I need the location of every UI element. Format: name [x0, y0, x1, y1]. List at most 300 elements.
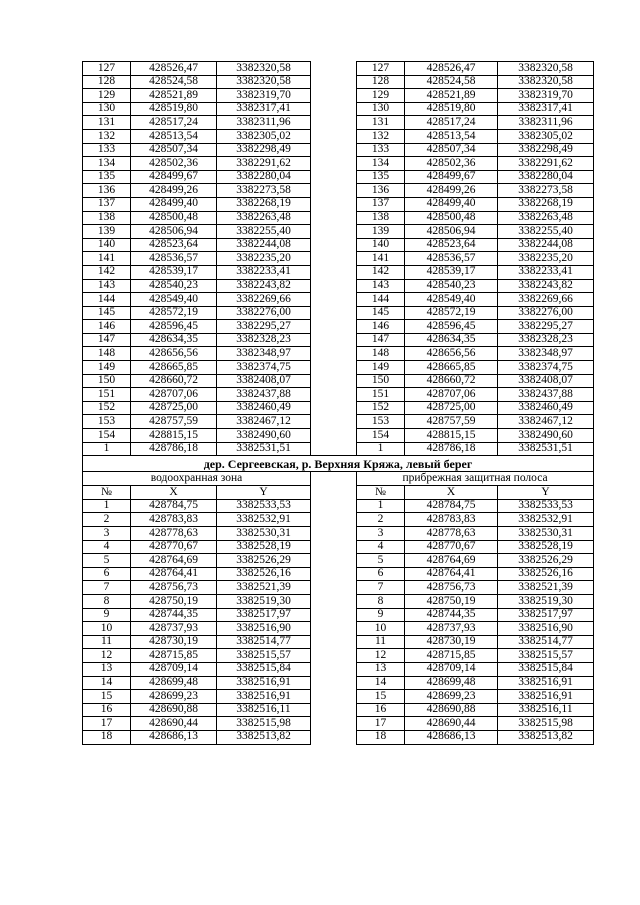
left-point-number: 141: [83, 252, 131, 266]
right-point-number: 132: [357, 129, 405, 143]
left-x-coordinate: 428540,23: [131, 279, 217, 293]
right-x-coordinate: 428502,36: [405, 157, 498, 171]
left-x-coordinate: 428699,48: [131, 676, 217, 690]
right-point-number: 142: [357, 265, 405, 279]
gap-cell: [311, 75, 357, 89]
right-y-coordinate: 3382280,04: [498, 170, 594, 184]
left-point-number: 142: [83, 265, 131, 279]
left-x-coordinate: 428519,80: [131, 102, 217, 116]
left-point-number: 140: [83, 238, 131, 252]
left-y-coordinate: 3382233,41: [217, 265, 311, 279]
gap-cell: [311, 129, 357, 143]
gap-cell: [311, 265, 357, 279]
left-x-coordinate: 428764,69: [131, 554, 217, 568]
left-point-number: 136: [83, 184, 131, 198]
right-point-number: 144: [357, 293, 405, 307]
left-x-coordinate: 428764,41: [131, 567, 217, 581]
gap-cell: [311, 306, 357, 320]
table-row: [83, 622, 594, 636]
right-y-coordinate: 3382273,58: [498, 184, 594, 198]
table-row: [83, 554, 594, 568]
table-row: [83, 676, 594, 690]
left-point-number: 132: [83, 129, 131, 143]
section-header: [83, 456, 594, 500]
table-row: [83, 581, 594, 595]
block2-rows: [83, 499, 594, 744]
gap-cell: [311, 499, 357, 513]
right-point-number: 146: [357, 320, 405, 334]
left-x-coordinate: 428506,94: [131, 225, 217, 239]
right-y-coordinate: 3382298,49: [498, 143, 594, 157]
gap-cell: [311, 252, 357, 266]
left-x-coordinate: 428517,24: [131, 116, 217, 130]
right-y-coordinate: 3382516,11: [498, 703, 594, 717]
table-row: [83, 649, 594, 663]
left-point-number: 17: [83, 717, 131, 731]
left-point-number: 144: [83, 293, 131, 307]
right-y-coordinate: 3382516,90: [498, 622, 594, 636]
right-point-number: 134: [357, 157, 405, 171]
left-x-coordinate: 428549,40: [131, 293, 217, 307]
right-point-number: 10: [357, 622, 405, 636]
right-y-coordinate: 3382513,82: [498, 730, 594, 744]
gap-cell: [311, 527, 357, 541]
left-y-coordinate: 3382516,90: [217, 622, 311, 636]
right-y-coordinate: 3382317,41: [498, 102, 594, 116]
right-y-coordinate: 3382514,77: [498, 635, 594, 649]
left-point-number: 154: [83, 429, 131, 443]
left-x-coordinate: 428783,83: [131, 513, 217, 527]
gap-cell: [311, 608, 357, 622]
left-y-coordinate: 3382255,40: [217, 225, 311, 239]
left-point-number: 4: [83, 540, 131, 554]
right-x-coordinate: 428524,58: [405, 75, 498, 89]
right-x-coordinate: 428725,00: [405, 401, 498, 415]
table-row: [83, 75, 594, 89]
right-point-number: 130: [357, 102, 405, 116]
left-x-coordinate: 428499,26: [131, 184, 217, 198]
right-point-number: 8: [357, 594, 405, 608]
left-y-coordinate: 3382305,02: [217, 129, 311, 143]
right-point-number: 16: [357, 703, 405, 717]
right-x-coordinate: 428730,19: [405, 635, 498, 649]
right-y-coordinate: 3382519,30: [498, 594, 594, 608]
right-y-coordinate: 3382320,58: [498, 62, 594, 76]
left-subtitle: водоохранная зона: [83, 472, 311, 486]
right-point-number: 2: [357, 513, 405, 527]
gap-cell: [311, 197, 357, 211]
table-row: [83, 540, 594, 554]
gap-cell: [311, 102, 357, 116]
table-row: [83, 211, 594, 225]
right-point-number: 13: [357, 662, 405, 676]
col-header-num: №: [357, 485, 405, 499]
gap-cell: [311, 676, 357, 690]
left-y-coordinate: 3382517,97: [217, 608, 311, 622]
table-row: [83, 527, 594, 541]
left-point-number: 8: [83, 594, 131, 608]
left-point-number: 3: [83, 527, 131, 541]
left-x-coordinate: 428784,75: [131, 499, 217, 513]
table-row: [83, 594, 594, 608]
right-x-coordinate: 428656,56: [405, 347, 498, 361]
left-x-coordinate: 428778,63: [131, 527, 217, 541]
right-point-number: 7: [357, 581, 405, 595]
right-point-number: 145: [357, 306, 405, 320]
left-x-coordinate: 428596,45: [131, 320, 217, 334]
table-row: [83, 374, 594, 388]
left-point-number: 151: [83, 388, 131, 402]
table-row: [83, 347, 594, 361]
left-x-coordinate: 428539,17: [131, 265, 217, 279]
left-y-coordinate: 3382515,98: [217, 717, 311, 731]
gap-cell: [311, 540, 357, 554]
gap-cell: [311, 401, 357, 415]
left-point-number: 11: [83, 635, 131, 649]
right-x-coordinate: 428539,17: [405, 265, 498, 279]
gap-cell: [311, 347, 357, 361]
gap-cell: [311, 293, 357, 307]
right-point-number: 149: [357, 361, 405, 375]
left-y-coordinate: 3382291,62: [217, 157, 311, 171]
left-point-number: 149: [83, 361, 131, 375]
table-row: [83, 429, 594, 443]
right-point-number: 152: [357, 401, 405, 415]
gap-cell: [311, 442, 357, 456]
gap-cell: [311, 361, 357, 375]
col-header-x: X: [405, 485, 498, 499]
gap-cell: [311, 703, 357, 717]
right-x-coordinate: 428634,35: [405, 333, 498, 347]
right-x-coordinate: 428596,45: [405, 320, 498, 334]
left-y-coordinate: 3382516,91: [217, 676, 311, 690]
left-y-coordinate: 3382320,58: [217, 75, 311, 89]
left-y-coordinate: 3382530,31: [217, 527, 311, 541]
left-x-coordinate: 428499,40: [131, 197, 217, 211]
left-x-coordinate: 428786,18: [131, 442, 217, 456]
right-x-coordinate: 428665,85: [405, 361, 498, 375]
table-row: [83, 717, 594, 731]
gap-cell: [311, 581, 357, 595]
left-y-coordinate: 3382513,82: [217, 730, 311, 744]
right-point-number: 153: [357, 415, 405, 429]
right-y-coordinate: 3382515,57: [498, 649, 594, 663]
right-x-coordinate: 428549,40: [405, 293, 498, 307]
left-y-coordinate: 3382243,82: [217, 279, 311, 293]
right-subtitle: прибрежная защитная полоса: [357, 472, 594, 486]
gap-cell: [311, 622, 357, 636]
table-row: [83, 442, 594, 456]
gap-cell: [311, 513, 357, 527]
right-x-coordinate: 428770,67: [405, 540, 498, 554]
right-x-coordinate: 428715,85: [405, 649, 498, 663]
table-row: [83, 662, 594, 676]
left-y-coordinate: 3382516,91: [217, 690, 311, 704]
gap-cell: [311, 635, 357, 649]
left-x-coordinate: 428686,13: [131, 730, 217, 744]
right-x-coordinate: 428536,57: [405, 252, 498, 266]
right-x-coordinate: 428815,15: [405, 429, 498, 443]
right-y-coordinate: 3382517,97: [498, 608, 594, 622]
right-y-coordinate: 3382528,19: [498, 540, 594, 554]
left-x-coordinate: 428523,64: [131, 238, 217, 252]
left-point-number: 6: [83, 567, 131, 581]
right-y-coordinate: 3382243,82: [498, 279, 594, 293]
section-title: дер. Сергеевская, р. Верхняя Кряжа, левый берег: [83, 456, 594, 472]
left-x-coordinate: 428815,15: [131, 429, 217, 443]
right-point-number: 17: [357, 717, 405, 731]
left-y-coordinate: 3382328,23: [217, 333, 311, 347]
left-y-coordinate: 3382528,19: [217, 540, 311, 554]
right-y-coordinate: 3382533,53: [498, 499, 594, 513]
right-x-coordinate: 428690,44: [405, 717, 498, 731]
left-y-coordinate: 3382467,12: [217, 415, 311, 429]
left-x-coordinate: 428690,88: [131, 703, 217, 717]
right-y-coordinate: 3382515,84: [498, 662, 594, 676]
left-y-coordinate: 3382490,60: [217, 429, 311, 443]
table-row: [83, 608, 594, 622]
gap-cell: [311, 157, 357, 171]
right-y-coordinate: 3382276,00: [498, 306, 594, 320]
right-y-coordinate: 3382305,02: [498, 129, 594, 143]
left-y-coordinate: 3382374,75: [217, 361, 311, 375]
left-y-coordinate: 3382516,11: [217, 703, 311, 717]
left-x-coordinate: 428744,35: [131, 608, 217, 622]
table-row: [83, 170, 594, 184]
gap-cell: [311, 89, 357, 103]
gap-cell: [311, 730, 357, 744]
left-point-number: 128: [83, 75, 131, 89]
right-point-number: 154: [357, 429, 405, 443]
right-x-coordinate: 428499,40: [405, 197, 498, 211]
left-x-coordinate: 428770,67: [131, 540, 217, 554]
left-point-number: 150: [83, 374, 131, 388]
right-y-coordinate: 3382490,60: [498, 429, 594, 443]
left-y-coordinate: 3382311,96: [217, 116, 311, 130]
left-point-number: 9: [83, 608, 131, 622]
right-point-number: 14: [357, 676, 405, 690]
left-y-coordinate: 3382515,57: [217, 649, 311, 663]
left-y-coordinate: 3382515,84: [217, 662, 311, 676]
col-header-y: Y: [217, 485, 311, 499]
left-point-number: 14: [83, 676, 131, 690]
left-point-number: 18: [83, 730, 131, 744]
left-x-coordinate: 428707,06: [131, 388, 217, 402]
left-y-coordinate: 3382519,30: [217, 594, 311, 608]
col-header-x: X: [131, 485, 217, 499]
right-x-coordinate: 428784,75: [405, 499, 498, 513]
right-point-number: 143: [357, 279, 405, 293]
right-y-coordinate: 3382408,07: [498, 374, 594, 388]
left-point-number: 135: [83, 170, 131, 184]
left-x-coordinate: 428757,59: [131, 415, 217, 429]
right-point-number: 11: [357, 635, 405, 649]
gap-cell: [311, 116, 357, 130]
left-x-coordinate: 428690,44: [131, 717, 217, 731]
right-x-coordinate: 428526,47: [405, 62, 498, 76]
left-x-coordinate: 428526,47: [131, 62, 217, 76]
right-point-number: 18: [357, 730, 405, 744]
right-y-coordinate: 3382460,49: [498, 401, 594, 415]
left-point-number: 137: [83, 197, 131, 211]
right-x-coordinate: 428660,72: [405, 374, 498, 388]
gap-cell: [311, 594, 357, 608]
table-row: [83, 157, 594, 171]
left-x-coordinate: 428513,54: [131, 129, 217, 143]
right-y-coordinate: 3382295,27: [498, 320, 594, 334]
left-y-coordinate: 3382348,97: [217, 347, 311, 361]
right-x-coordinate: 428500,48: [405, 211, 498, 225]
block1-rows: [83, 62, 594, 456]
right-x-coordinate: 428756,73: [405, 581, 498, 595]
left-point-number: 1: [83, 499, 131, 513]
right-x-coordinate: 428499,26: [405, 184, 498, 198]
left-x-coordinate: 428699,23: [131, 690, 217, 704]
right-point-number: 148: [357, 347, 405, 361]
left-point-number: 153: [83, 415, 131, 429]
left-point-number: 127: [83, 62, 131, 76]
right-y-coordinate: 3382311,96: [498, 116, 594, 130]
col-header-num: №: [83, 485, 131, 499]
table-row: [83, 293, 594, 307]
left-x-coordinate: 428656,56: [131, 347, 217, 361]
right-point-number: 129: [357, 89, 405, 103]
left-y-coordinate: 3382244,08: [217, 238, 311, 252]
left-y-coordinate: 3382235,20: [217, 252, 311, 266]
right-point-number: 131: [357, 116, 405, 130]
table-row: [83, 225, 594, 239]
gap-cell: [311, 690, 357, 704]
right-y-coordinate: 3382516,91: [498, 676, 594, 690]
right-point-number: 133: [357, 143, 405, 157]
right-point-number: 4: [357, 540, 405, 554]
right-x-coordinate: 428764,41: [405, 567, 498, 581]
table-row: [83, 513, 594, 527]
right-x-coordinate: 428690,88: [405, 703, 498, 717]
right-x-coordinate: 428521,89: [405, 89, 498, 103]
left-x-coordinate: 428634,35: [131, 333, 217, 347]
left-y-coordinate: 3382317,41: [217, 102, 311, 116]
right-point-number: 136: [357, 184, 405, 198]
right-point-number: 137: [357, 197, 405, 211]
table-row: [83, 690, 594, 704]
gap-cell: [311, 429, 357, 443]
left-y-coordinate: 3382531,51: [217, 442, 311, 456]
left-y-coordinate: 3382320,58: [217, 62, 311, 76]
right-y-coordinate: 3382521,39: [498, 581, 594, 595]
left-y-coordinate: 3382408,07: [217, 374, 311, 388]
left-x-coordinate: 428709,14: [131, 662, 217, 676]
table-row: [83, 252, 594, 266]
right-x-coordinate: 428764,69: [405, 554, 498, 568]
table-row: [83, 89, 594, 103]
gap-cell: [311, 649, 357, 663]
right-x-coordinate: 428572,19: [405, 306, 498, 320]
gap-cell: [311, 170, 357, 184]
right-x-coordinate: 428499,67: [405, 170, 498, 184]
table-row: [83, 567, 594, 581]
left-y-coordinate: 3382526,16: [217, 567, 311, 581]
right-y-coordinate: 3382233,41: [498, 265, 594, 279]
left-point-number: 2: [83, 513, 131, 527]
left-y-coordinate: 3382269,66: [217, 293, 311, 307]
right-y-coordinate: 3382268,19: [498, 197, 594, 211]
gap-cell: [311, 211, 357, 225]
left-x-coordinate: 428730,19: [131, 635, 217, 649]
right-y-coordinate: 3382467,12: [498, 415, 594, 429]
right-point-number: 1: [357, 499, 405, 513]
left-x-coordinate: 428507,34: [131, 143, 217, 157]
right-y-coordinate: 3382348,97: [498, 347, 594, 361]
right-x-coordinate: 428783,83: [405, 513, 498, 527]
left-point-number: 134: [83, 157, 131, 171]
left-point-number: 1: [83, 442, 131, 456]
left-x-coordinate: 428524,58: [131, 75, 217, 89]
left-point-number: 16: [83, 703, 131, 717]
gap-cell: [311, 238, 357, 252]
right-y-coordinate: 3382437,88: [498, 388, 594, 402]
left-x-coordinate: 428660,72: [131, 374, 217, 388]
right-point-number: 3: [357, 527, 405, 541]
right-y-coordinate: 3382235,20: [498, 252, 594, 266]
gap-cell: [311, 62, 357, 76]
table-row: [83, 415, 594, 429]
right-point-number: 6: [357, 567, 405, 581]
table-row: [83, 388, 594, 402]
gap-cell: [311, 225, 357, 239]
left-point-number: 133: [83, 143, 131, 157]
right-point-number: 139: [357, 225, 405, 239]
gap-cell: [311, 333, 357, 347]
right-x-coordinate: 428506,94: [405, 225, 498, 239]
gap-cell: [311, 485, 357, 499]
left-point-number: 152: [83, 401, 131, 415]
right-point-number: 128: [357, 75, 405, 89]
left-y-coordinate: 3382532,91: [217, 513, 311, 527]
left-y-coordinate: 3382295,27: [217, 320, 311, 334]
right-point-number: 15: [357, 690, 405, 704]
right-x-coordinate: 428757,59: [405, 415, 498, 429]
right-y-coordinate: 3382320,58: [498, 75, 594, 89]
left-point-number: 15: [83, 690, 131, 704]
left-point-number: 130: [83, 102, 131, 116]
right-point-number: 147: [357, 333, 405, 347]
right-x-coordinate: 428523,64: [405, 238, 498, 252]
gap-cell: [311, 554, 357, 568]
gap-cell: [311, 320, 357, 334]
table-row: [83, 238, 594, 252]
table-row: [83, 499, 594, 513]
right-x-coordinate: 428507,34: [405, 143, 498, 157]
right-y-coordinate: 3382526,29: [498, 554, 594, 568]
left-point-number: 147: [83, 333, 131, 347]
right-y-coordinate: 3382532,91: [498, 513, 594, 527]
table-row: [83, 265, 594, 279]
right-x-coordinate: 428513,54: [405, 129, 498, 143]
left-x-coordinate: 428756,73: [131, 581, 217, 595]
table-row: [83, 320, 594, 334]
table-row: [83, 102, 594, 116]
table-row: [83, 116, 594, 130]
table-row: [83, 401, 594, 415]
left-point-number: 12: [83, 649, 131, 663]
table-row: [83, 635, 594, 649]
left-x-coordinate: 428521,89: [131, 89, 217, 103]
right-x-coordinate: 428699,23: [405, 690, 498, 704]
gap-cell: [311, 374, 357, 388]
right-point-number: 140: [357, 238, 405, 252]
left-x-coordinate: 428502,36: [131, 157, 217, 171]
